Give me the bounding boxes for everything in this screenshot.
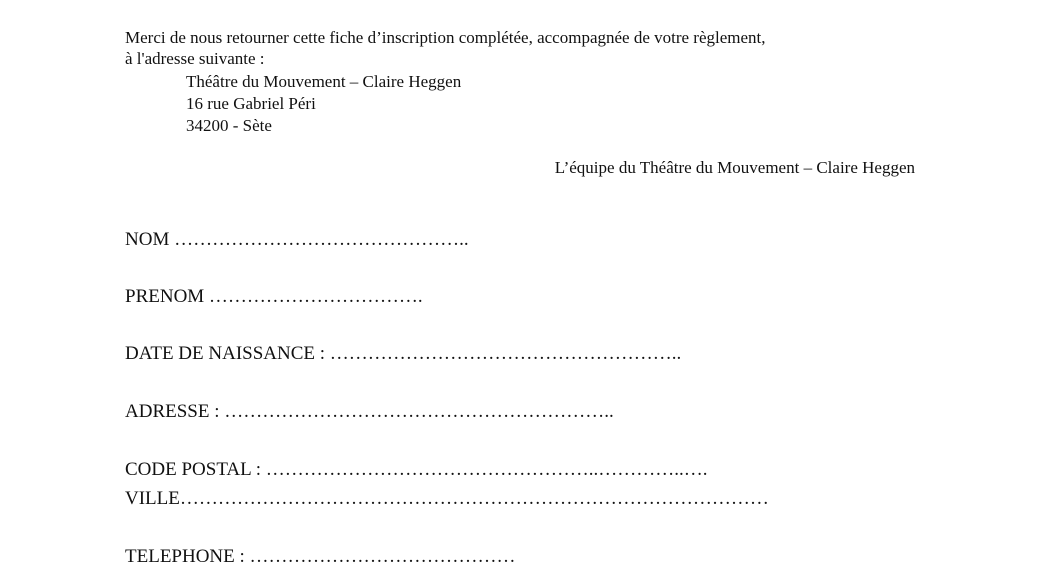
field-ville: VILLE………………………………………………………………………………… [125,488,769,509]
intro-line-1: Merci de nous retourner cette fiche d’inscription complétée, accompagnée de votre règlement, [125,28,766,47]
field-code-postal: CODE POSTAL : ……………………………………………..…………..…. [125,459,708,480]
address-street: 16 rue Gabriel Péri [186,94,316,113]
field-prenom: PRENOM ……………………………. [125,286,423,307]
field-date-de-naissance: DATE DE NAISSANCE : ……………………………………………….. [125,343,682,364]
field-nom: NOM ……………………………………….. [125,229,469,250]
intro-line-2: à l'adresse suivante : [125,49,265,68]
address-name: Théâtre du Mouvement – Claire Heggen [186,72,462,91]
address-city: 34200 - Sète [186,116,272,135]
field-adresse: ADRESSE : …………………………………………………….. [125,401,614,422]
signature-line: L’équipe du Théâtre du Mouvement – Claire Heggen [554,158,915,177]
field-telephone: TELEPHONE : …………………………………… [125,546,516,567]
intro-text [125,27,766,69]
return-address [186,71,461,137]
